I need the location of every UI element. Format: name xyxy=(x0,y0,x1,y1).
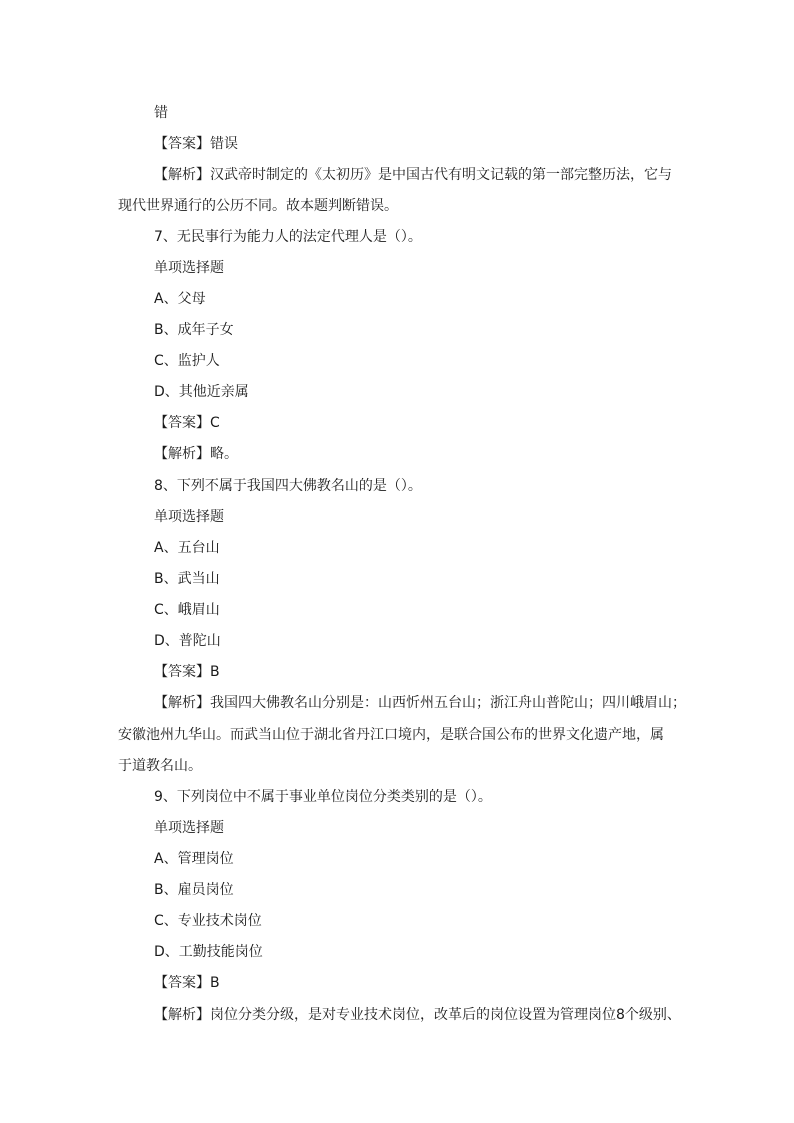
option-c: C、峨眉山 xyxy=(154,602,220,618)
answer-line: 【答案】错误 xyxy=(154,136,238,152)
option-b: B、雇员岗位 xyxy=(154,882,234,898)
question-type: 单项选择题 xyxy=(154,260,224,276)
option-c: C、专业技术岗位 xyxy=(154,913,262,929)
explanation-line: 【解析】我国四大佛教名山分别是：山西忻州五台山；浙江舟山普陀山；四川峨眉山； xyxy=(154,695,686,711)
option-d: D、工勤技能岗位 xyxy=(154,944,263,960)
question-title: 9、下列岗位中不属于事业单位岗位分类类别的是（）。 xyxy=(154,789,492,805)
answer-line: 【答案】B xyxy=(154,664,220,680)
option-d: D、普陀山 xyxy=(154,633,221,649)
option-a: A、管理岗位 xyxy=(154,851,234,867)
explanation-line: 【解析】汉武帝时制定的《太初历》是中国古代有明文记载的第一部完整历法，它与 xyxy=(154,167,672,183)
explanation-line: 于道教名山。 xyxy=(118,758,202,774)
question-type: 单项选择题 xyxy=(154,509,224,525)
explanation-line: 安徽池州九华山。而武当山位于湖北省丹江口境内，是联合国公布的世界文化遗产地，属 xyxy=(118,727,664,743)
option-b: B、武当山 xyxy=(154,571,220,587)
option-d: D、其他近亲属 xyxy=(154,384,249,400)
question-type: 单项选择题 xyxy=(154,820,224,836)
question-title: 8、下列不属于我国四大佛教名山的是（）。 xyxy=(154,478,422,494)
text-line: 错 xyxy=(154,105,168,121)
explanation-line: 【解析】岗位分类分级，是对专业技术岗位，改革后的岗位设置为管理岗位8个级别、 xyxy=(154,1007,681,1023)
explanation-line: 现代世界通行的公历不同。故本题判断错误。 xyxy=(118,198,398,214)
option-b: B、成年子女 xyxy=(154,322,234,338)
explanation-line: 【解析】略。 xyxy=(154,446,238,462)
option-c: C、监护人 xyxy=(154,353,220,369)
option-a: A、父母 xyxy=(154,291,206,307)
answer-line: 【答案】B xyxy=(154,975,220,991)
question-title: 7、无民事行为能力人的法定代理人是（）。 xyxy=(154,229,422,245)
option-a: A、五台山 xyxy=(154,540,220,556)
answer-line: 【答案】C xyxy=(154,415,220,431)
